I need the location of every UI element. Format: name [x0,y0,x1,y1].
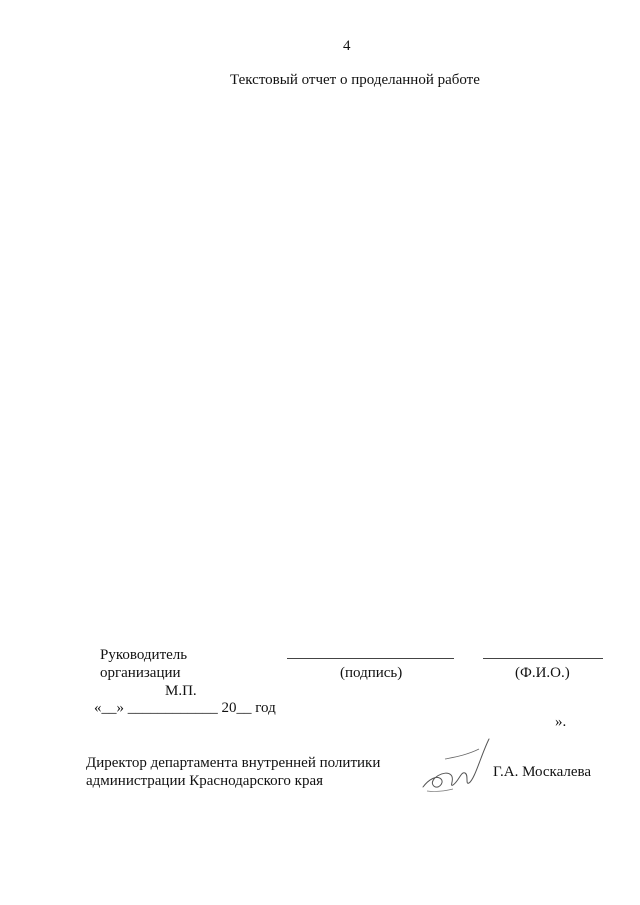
name-line [483,658,603,659]
signature-line [287,658,454,659]
date-close-quote: » [116,700,124,716]
closing-quote: ». [555,714,567,730]
page-title: Текстовый отчет о проделанной работе [230,72,480,88]
date-month-blank: ____________ [127,700,218,716]
page-number: 4 [343,38,351,54]
signature-caption: (подпись) [340,665,403,681]
date-year-blank: __ [236,700,252,716]
position-line1: Директор департамента внутренней политики [86,755,381,771]
date-year-prefix: 20 [221,700,237,716]
handwritten-signature [415,735,495,795]
position-line2: администрации Краснодарского края [86,773,324,789]
date-open-quote: « [94,700,102,716]
signer-name: Г.А. Москалева [493,764,592,780]
head-label-line2: организации [100,665,181,681]
seal-label: М.П. [165,683,197,699]
name-caption: (Ф.И.О.) [515,665,570,681]
date-year-suffix: год [255,700,276,716]
date-line [94,700,276,717]
date-day-blank: __ [101,700,117,716]
head-label-line1: Руководитель [100,647,188,663]
